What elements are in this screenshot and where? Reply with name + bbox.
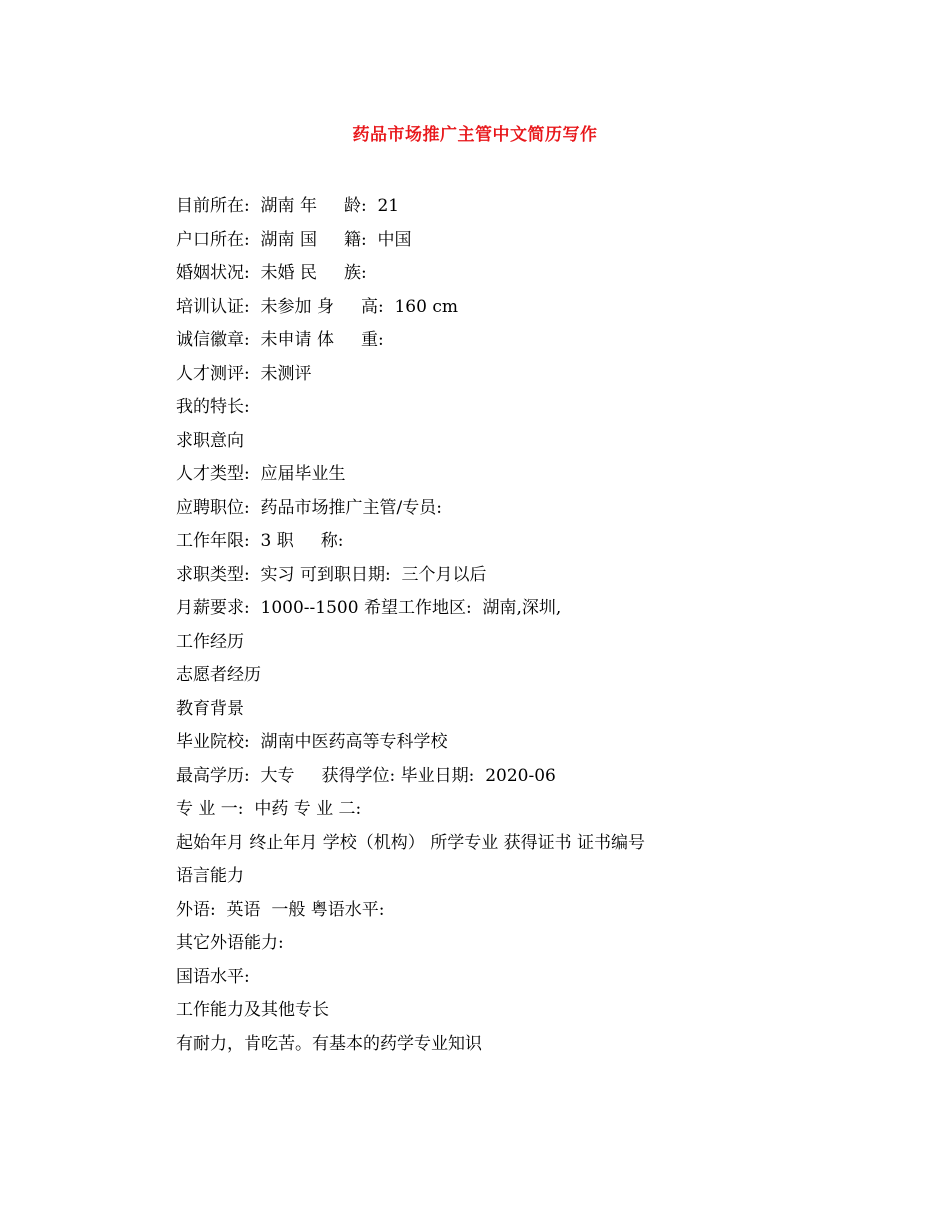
field-applied-position: 应聘职位: 药品市场推广主管/专员: xyxy=(176,497,442,518)
field-foreign-language: 外语: 英语 一般 粤语水平: xyxy=(176,899,385,920)
field-work-years: 工作年限: 3 职 称: xyxy=(176,531,344,551)
field-highest-degree: 最高学历: 大专 获得学位: 毕业日期: 2020-06 xyxy=(176,765,556,786)
section-work-ability: 工作能力及其他专长 xyxy=(176,1000,329,1020)
field-mandarin-level: 国语水平: xyxy=(176,966,250,987)
document-title: 药品市场推广主管中文简历写作 xyxy=(352,125,598,145)
section-job-intention: 求职意向 xyxy=(176,430,244,451)
resume-body xyxy=(176,192,876,1063)
field-training-certification: 培训认证: 未参加 身 高: 160 cm xyxy=(176,296,458,317)
field-salary-requirement: 月薪要求: 1000--1500 希望工作地区: 湖南,深圳, xyxy=(176,598,562,618)
field-job-type: 求职类型: 实习 可到职日期: 三个月以后 xyxy=(176,564,487,585)
field-current-location: 目前所在: 湖南 年 龄: 21 xyxy=(176,196,400,216)
section-work-experience: 工作经历 xyxy=(176,631,244,652)
section-education: 教育背景 xyxy=(176,698,244,719)
field-household-registration: 户口所在: 湖南 国 籍: 中国 xyxy=(176,229,412,250)
section-volunteer-experience: 志愿者经历 xyxy=(176,665,261,685)
field-marital-status: 婚姻状况: 未婚 民 族: xyxy=(176,263,367,283)
field-talent-type: 人才类型: 应届毕业生 xyxy=(176,464,346,484)
education-table-header: 起始年月 终止年月 学校（机构） 所学专业 获得证书 证书编号 xyxy=(176,832,646,853)
field-graduate-school: 毕业院校: 湖南中医药高等专科学校 xyxy=(176,732,448,752)
field-specialty: 我的特长: xyxy=(176,397,250,417)
field-other-languages: 其它外语能力: xyxy=(176,933,284,953)
field-majors: 专 业 一: 中药 专 业 二: xyxy=(176,799,362,819)
text-self-description: 有耐力，肯吃苦。有基本的药学专业知识 xyxy=(176,1033,482,1054)
field-credit-badge: 诚信徽章: 未申请 体 重: xyxy=(176,330,384,350)
field-talent-assessment: 人才测评: 未测评 xyxy=(176,363,312,384)
section-language-ability: 语言能力 xyxy=(176,866,244,886)
